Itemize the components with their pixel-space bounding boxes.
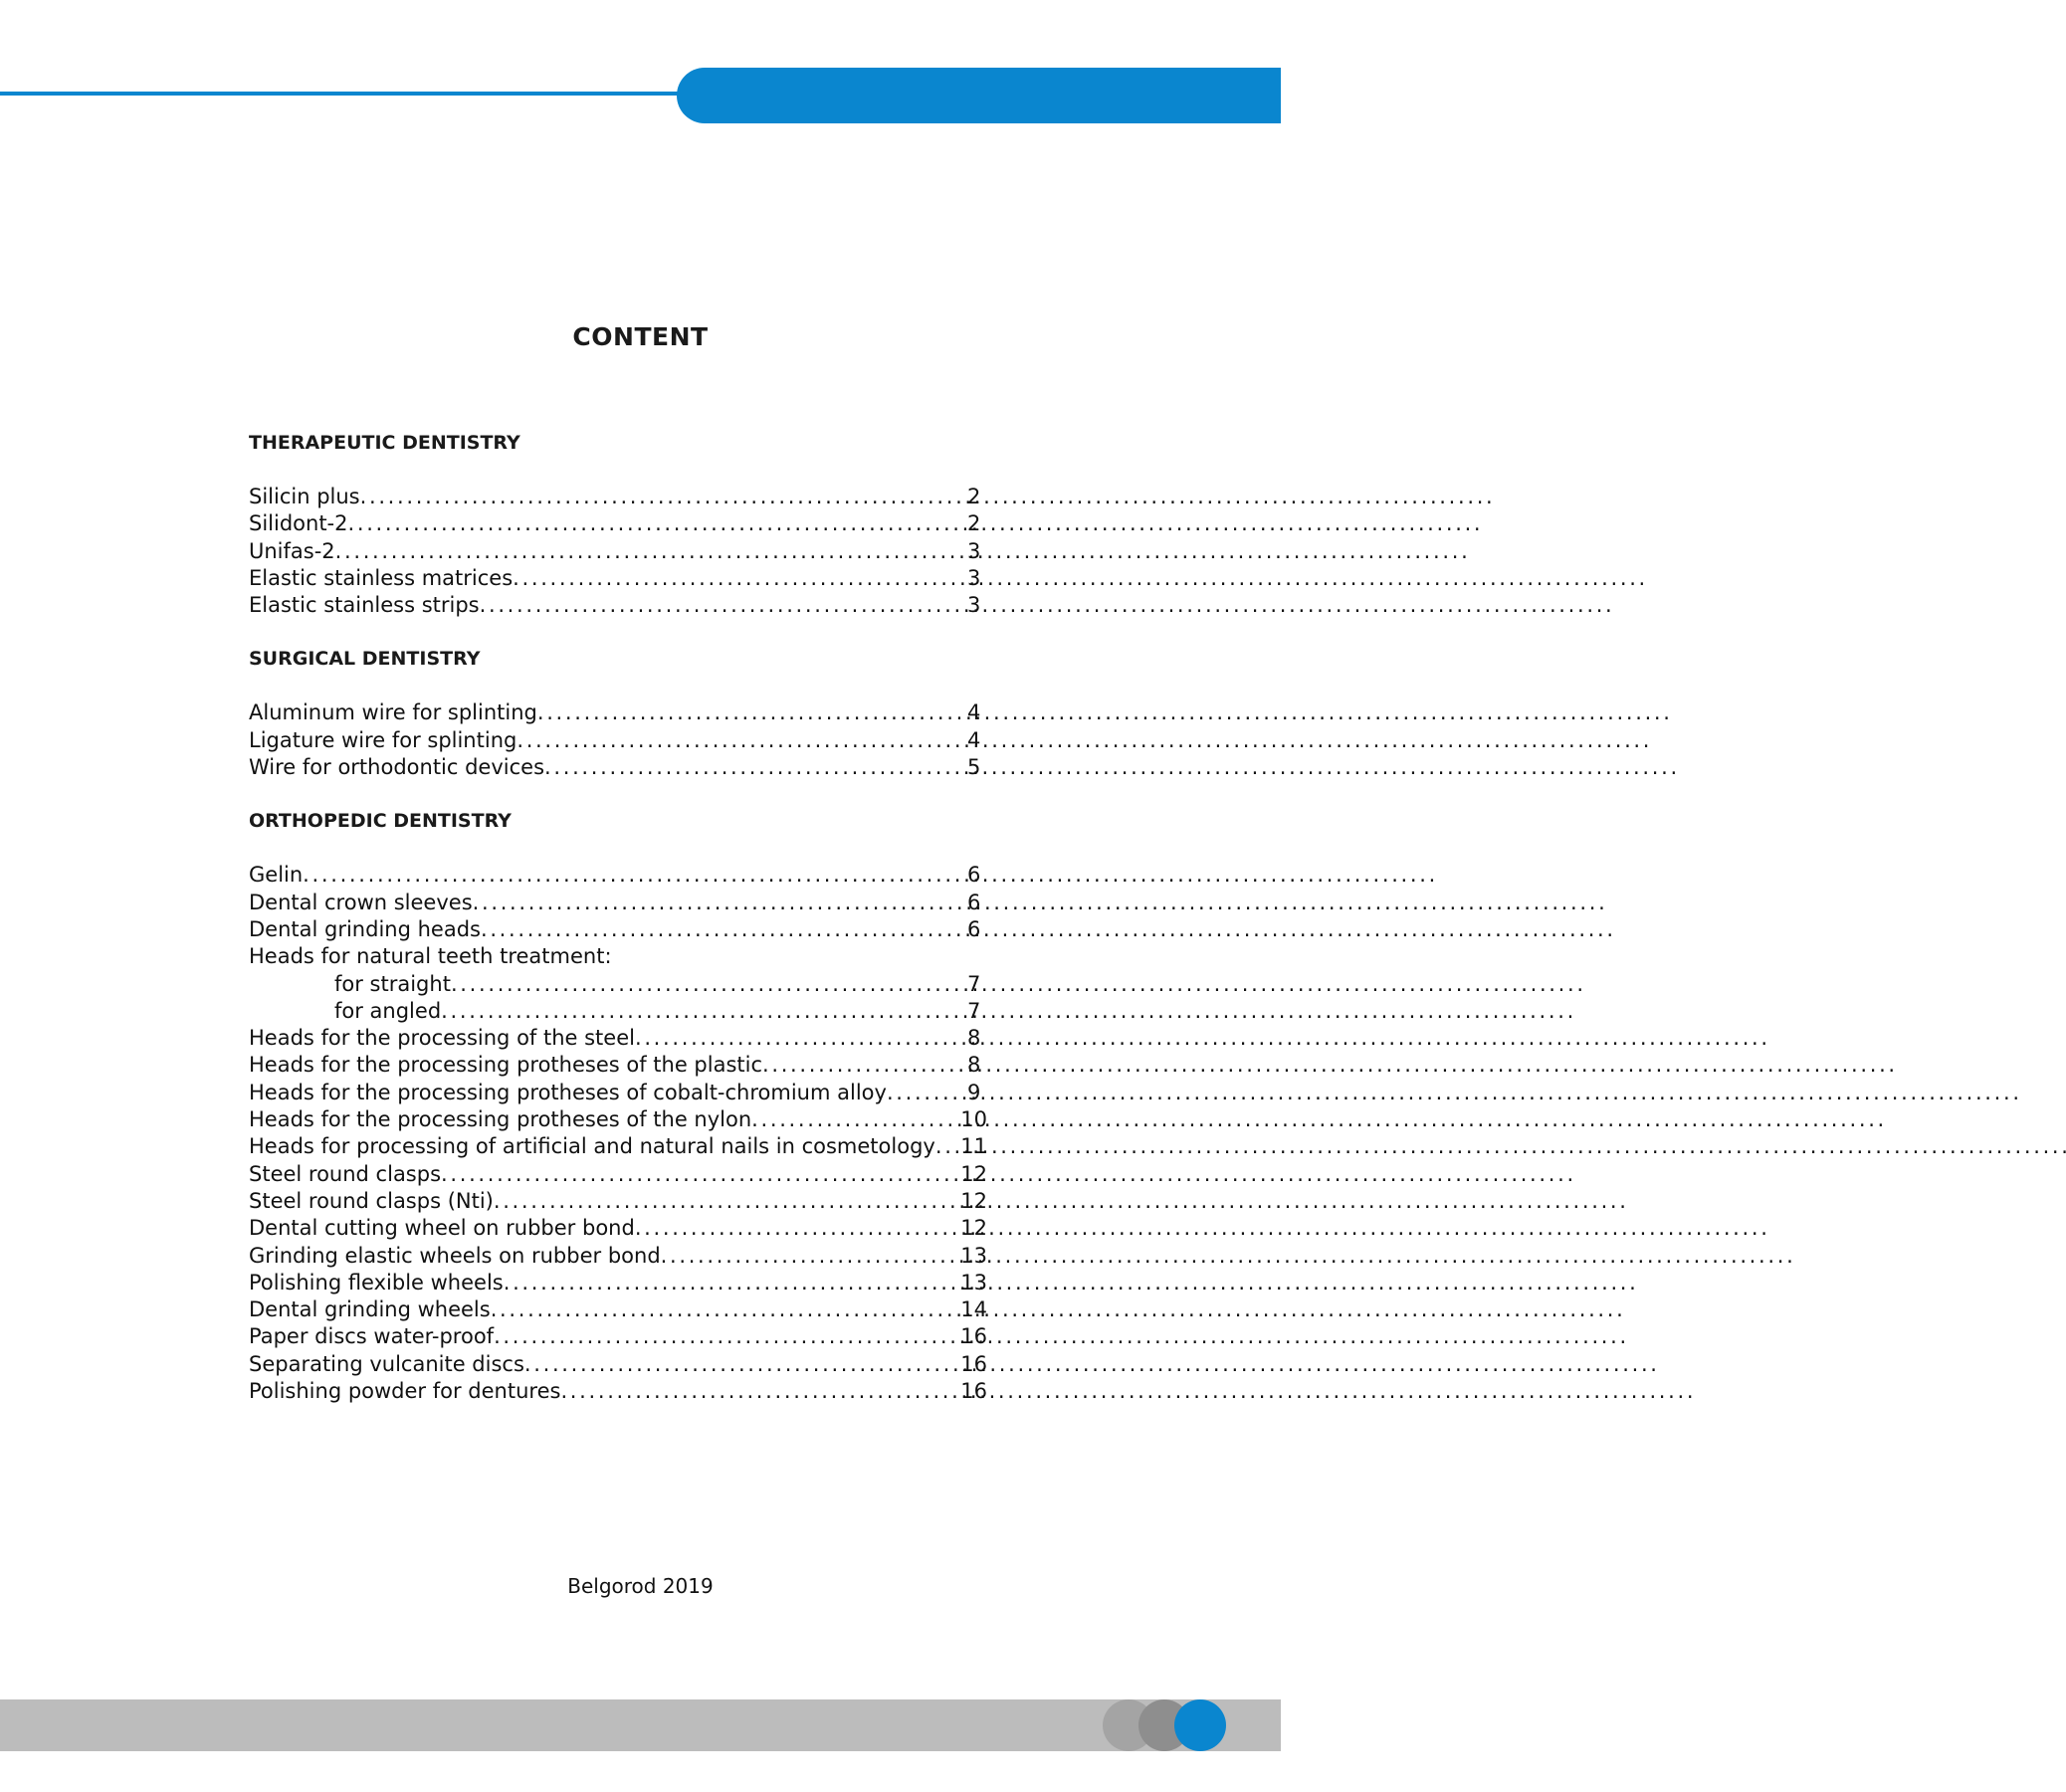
dot-leader — [762, 1052, 963, 1079]
toc-entry-page-number: 14 — [960, 1297, 987, 1322]
dot-leader — [473, 890, 963, 916]
toc-entry — [249, 916, 987, 943]
toc-entry-page-number: 4 — [967, 727, 981, 752]
toc-entry-page-number: 16 — [960, 1351, 987, 1376]
toc-entry-label: Dental grinding wheels — [249, 1297, 491, 1322]
dot-leader — [661, 1243, 957, 1270]
dot-leader — [504, 1270, 957, 1296]
toc-entry-page-number: 13 — [960, 1243, 987, 1268]
section-title: ORTHOPEDIC DENTISTRY — [249, 810, 512, 833]
toc-entry-page-number: 5 — [967, 755, 981, 780]
toc-entry — [249, 1378, 987, 1405]
toc-entry-page-number: 16 — [960, 1379, 987, 1404]
dot-leader — [491, 1296, 957, 1323]
header-accent-tab — [677, 68, 1281, 123]
dot-leader — [441, 1161, 956, 1188]
toc-entries — [249, 699, 987, 781]
toc-entry-label: Separating vulcanite discs — [249, 1351, 524, 1376]
toc-entry — [249, 1080, 987, 1106]
toc-entry — [249, 484, 987, 510]
toc-entry-label: Ligature wire for splinting — [249, 727, 517, 752]
dot-leader — [335, 538, 963, 565]
section-title: SURGICAL DENTISTRY — [249, 648, 481, 671]
toc-entry-page-number: 16 — [960, 1324, 987, 1349]
toc-entry-page-number: 12 — [960, 1216, 987, 1241]
toc-entry-page-number: 8 — [967, 1026, 981, 1051]
toc-entry-label: Paper discs water-proof — [249, 1324, 495, 1349]
toc-entry-label: Heads for the processing protheses of the nylon — [249, 1107, 752, 1132]
toc-entry — [249, 754, 987, 781]
toc-entry-page-number: 3 — [967, 538, 981, 563]
dot-leader — [481, 916, 963, 943]
table-of-contents — [249, 430, 987, 1432]
toc-entry-label: Heads for processing of artificial and natural nails in cosmetology — [249, 1134, 935, 1159]
toc-entry-label: Dental grinding heads — [249, 916, 481, 941]
toc-entry — [249, 1052, 987, 1079]
toc-entry-page-number: 9 — [967, 1080, 981, 1104]
toc-entry — [249, 971, 987, 998]
toc-entry-label: Silicin plus — [249, 485, 360, 508]
toc-entry-page-number: 6 — [967, 863, 981, 888]
header-accent-line — [0, 92, 697, 96]
dot-leader — [494, 1323, 956, 1350]
toc-entry-label: Grinding elastic wheels on rubber bond — [249, 1243, 661, 1268]
dot-leader — [303, 862, 963, 889]
toc-entry — [249, 1215, 987, 1242]
toc-section-surgical — [249, 646, 987, 781]
dot-leader — [451, 971, 963, 998]
dot-leader — [887, 1080, 963, 1106]
toc-section-orthopedic — [249, 808, 987, 1405]
toc-entry-page-number: 2 — [967, 485, 981, 508]
footer-location-year: Belgorod 2019 — [567, 1574, 714, 1598]
dot-leader — [513, 565, 963, 592]
toc-entry-label: Silidont-2 — [249, 511, 348, 536]
toc-entry — [249, 727, 987, 754]
toc-entry — [249, 1270, 987, 1296]
toc-entry — [249, 1188, 987, 1215]
toc-entry-page-number: 13 — [960, 1270, 987, 1294]
dot-leader — [348, 510, 964, 537]
toc-entry-page-number: 7 — [967, 971, 981, 996]
dot-leader — [935, 1133, 956, 1160]
toc-entry — [249, 510, 987, 537]
dot-leader — [441, 998, 963, 1025]
toc-entry-label: Elastic stainless strips — [249, 593, 480, 618]
dot-leader — [494, 1188, 956, 1215]
toc-entry — [249, 1133, 987, 1160]
dot-leader — [516, 727, 963, 754]
toc-entry-label: Aluminum wire for splinting — [249, 700, 537, 725]
dot-leader — [480, 592, 963, 619]
toc-entry — [249, 699, 987, 726]
toc-entries — [249, 484, 987, 619]
toc-entry-page-number: 3 — [967, 565, 981, 590]
dot-leader — [524, 1351, 956, 1378]
toc-entry-label: Polishing flexible wheels — [249, 1270, 504, 1294]
section-title: THERAPEUTIC DENTISTRY — [249, 432, 520, 454]
toc-entry-page-number: 12 — [960, 1188, 987, 1213]
toc-entry-page-number: 12 — [960, 1161, 987, 1186]
toc-entry — [249, 592, 987, 619]
toc-entry-label: Dental cutting wheel on rubber bond — [249, 1216, 635, 1241]
toc-entry — [249, 1243, 987, 1270]
toc-entry-label: Elastic stainless matrices — [249, 565, 514, 590]
toc-entry-page-number: 4 — [967, 700, 981, 725]
dot-leader — [635, 1025, 963, 1052]
toc-entry-label: Steel round clasps (Nti) — [249, 1188, 494, 1213]
toc-entry-page-number: 3 — [967, 593, 981, 618]
toc-entry — [249, 1025, 987, 1052]
toc-entry — [249, 1296, 987, 1323]
toc-entry-label: for straight — [334, 971, 451, 996]
toc-section-therapeutic — [249, 430, 987, 619]
footer-dot-blue — [1174, 1699, 1226, 1751]
toc-entry — [249, 1106, 987, 1133]
toc-entry-page-number: 10 — [960, 1107, 987, 1132]
toc-entry — [249, 538, 987, 565]
toc-entry — [249, 1351, 987, 1378]
toc-entry-label: Heads for the processing of the steel — [249, 1026, 635, 1051]
toc-entry-page-number: 8 — [967, 1053, 981, 1078]
dot-leader — [537, 699, 963, 726]
toc-entry-label: Steel round clasps — [249, 1161, 442, 1186]
toc-entry-label: Wire for orthodontic devices — [249, 755, 545, 780]
toc-entry-page-number: 11 — [960, 1134, 987, 1159]
toc-entry-page-number: 2 — [967, 511, 981, 536]
toc-entry — [249, 862, 987, 889]
toc-entry-page-number: 7 — [967, 998, 981, 1023]
dot-leader — [635, 1215, 956, 1242]
toc-entry-label: Gelin — [249, 863, 304, 888]
toc-entry — [249, 998, 987, 1025]
toc-entry — [249, 1161, 987, 1188]
toc-entry-label: Heads for the processing protheses of the plastic — [249, 1053, 762, 1078]
toc-entry-page-number: 6 — [967, 916, 981, 941]
page-title: CONTENT — [572, 322, 709, 351]
dot-leader — [544, 754, 963, 781]
toc-entry-label: Dental crown sleeves — [249, 890, 473, 914]
toc-entry — [249, 565, 987, 592]
toc-entry — [249, 1323, 987, 1350]
dot-leader — [751, 1106, 956, 1133]
toc-entry-label: Unifas-2 — [249, 538, 335, 563]
toc-entry-label: Polishing powder for dentures — [249, 1379, 561, 1404]
toc-entries — [249, 862, 987, 1405]
toc-entry-label: for angled — [334, 998, 442, 1023]
dot-leader — [360, 484, 963, 510]
dot-leader — [560, 1378, 956, 1405]
footer-gray-bar — [0, 1699, 1281, 1751]
toc-entry — [249, 943, 987, 970]
toc-entry-page-number: 6 — [967, 890, 981, 914]
toc-entry — [249, 890, 987, 916]
toc-entry-label: Heads for natural teeth treatment: — [249, 944, 612, 969]
toc-entry-label: Heads for the processing protheses of cobalt-chromium alloy — [249, 1080, 887, 1104]
